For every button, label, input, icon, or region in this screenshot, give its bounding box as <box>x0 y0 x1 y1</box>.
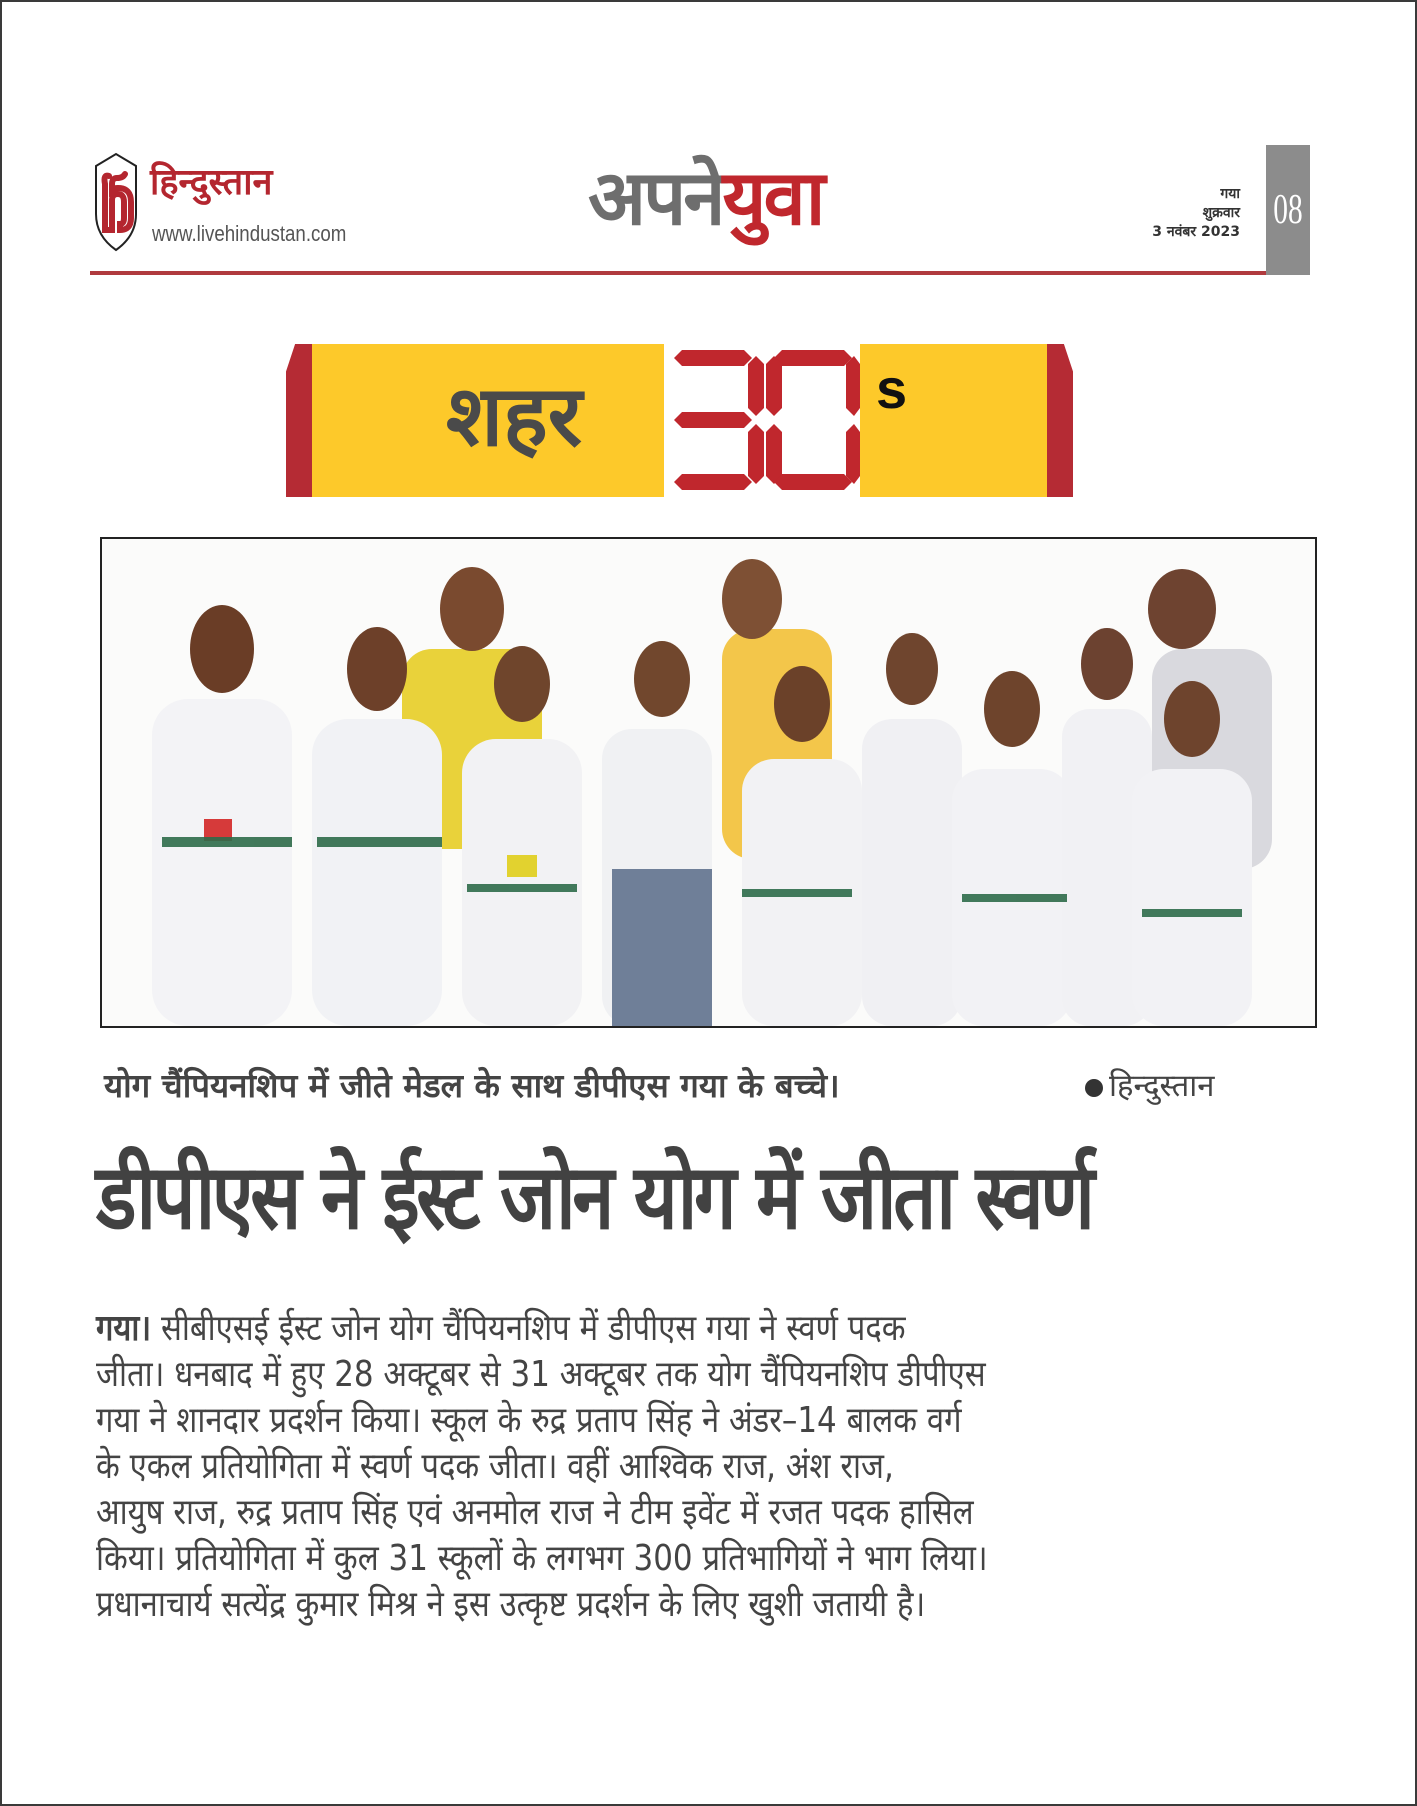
photo-credit: हिन्दुस्तान <box>1085 1064 1215 1106</box>
banner-digits <box>664 344 860 497</box>
article-line: जीता। धनबाद में हुए 28 अक्टूबर से 31 अक्टूबर तक योग चैंपियनशिप डीपीएस <box>96 1354 986 1395</box>
hindustan-logo-icon <box>93 152 139 252</box>
headline: डीपीएस ने ईस्ट जोन योग में जीता स्वर्ण <box>96 1145 1092 1250</box>
logo-url[interactable]: www.livehindustan.com <box>152 221 347 246</box>
article-line: गया ने शानदार प्रदर्शन किया। स्कूल के रुद्र प्रताप सिंह ने अंडर–14 बालक वर्ग <box>96 1400 962 1441</box>
article-line: आयुष राज, रुद्र प्रताप सिंह एवं अनमोल राज ने टीम इवेंट में रजत पदक हासिल <box>96 1492 974 1533</box>
article-line: प्रधानाचार्य सत्येंद्र कुमार मिश्र ने इस उत्कृष्ट प्रदर्शन के लिए खुशी जतायी है। <box>96 1584 926 1625</box>
article-dateline: गया। <box>96 1308 152 1349</box>
bullet-icon <box>1085 1079 1103 1097</box>
masthead-rule <box>90 271 1266 275</box>
dateline <box>1152 185 1240 242</box>
section-title-part1: अपने <box>588 153 723 242</box>
news-photo <box>100 537 1317 1028</box>
article-body <box>96 1306 1336 1628</box>
masthead <box>90 145 1310 275</box>
banner-right-cap <box>1047 344 1073 497</box>
dateline-day: शुक्रवार <box>1202 205 1240 221</box>
logo-name: हिन्दुस्तान <box>150 162 273 203</box>
banner-left-cap <box>286 344 312 497</box>
article-line: किया। प्रतियोगिता में कुल 31 स्कूलों के लगभग 300 प्रतिभागियों ने भाग लिया। <box>96 1538 988 1579</box>
article-line: के एकल प्रतियोगिता में स्वर्ण पदक जीता। वहीं आश्विक राज, अंश राज, <box>96 1446 894 1487</box>
section-title-part2: युवा <box>722 153 823 242</box>
seven-segment-30-icon <box>664 344 860 497</box>
banner-word: शहर <box>446 367 583 465</box>
shahar-30s-banner <box>286 344 1073 497</box>
photo-caption: योग चैंपियनशिप में जीते मेडल के साथ डीपीएस गया के बच्चे। <box>104 1066 840 1105</box>
dateline-date: 3 नवंबर 2023 <box>1152 224 1240 240</box>
banner-suffix: s <box>876 357 908 420</box>
section-title <box>588 153 823 242</box>
article-line: गया। सीबीएसई ईस्ट जोन योग चैंपियनशिप में डीपीएस गया ने स्वर्ण पदक <box>96 1308 906 1349</box>
students-with-medals-photo <box>102 539 1315 1026</box>
dateline-city: गया <box>1220 186 1240 202</box>
page-number: 08 <box>1266 145 1310 275</box>
